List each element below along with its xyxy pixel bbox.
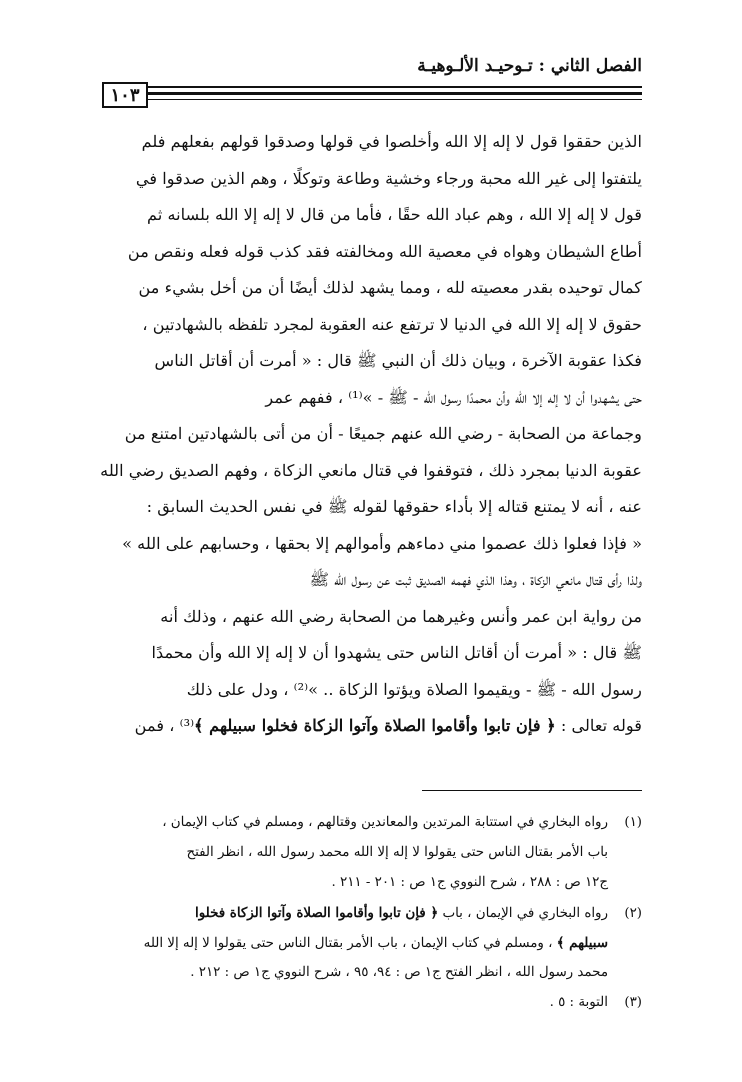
text-line: من رواية ابن عمر وأنس وغيرهما من الصحابة رضي الله عنهم ، وذلك أنه [160, 606, 642, 626]
footnote-number: (٢) [624, 906, 642, 921]
header-rule-middle [148, 92, 642, 95]
header-rule-top [148, 86, 642, 88]
text-line: قول لا إله إلا الله ، وهم عباد الله حقًا ، فأما من قال لا إله إلا الله بلسانه ثم [147, 205, 642, 224]
header-rule-bottom [148, 99, 642, 100]
footnote-text-line [100, 928, 642, 958]
last-line-intro: قوله تعالى : [555, 716, 642, 735]
quran-verse: ﴿ فإن تابوا وأقاموا الصلاة وآتوا الزكاة فخلوا [195, 905, 439, 921]
footnote-number: (٣) [624, 995, 642, 1010]
quran-verse: ﴿ فإن تابوا وأقاموا الصلاة وآتوا الزكاة فخلوا سبيلهم ﴾ [194, 716, 556, 735]
main-text [100, 124, 642, 745]
text-line: حقوق لا إله إلا الله في الدنيا لا ترتفع عنه العقوبة لمجرد تلفظه بالشهادتين ، [142, 314, 642, 334]
footnote-divider [422, 790, 642, 791]
footnote-1 [100, 808, 642, 838]
text-line: عقوبة الدنيا بمجرد ذلك ، فتوقفوا في قتال مانعي الزكاة ، وفهم الصديق رضي الله [100, 460, 642, 480]
footnote-2 [100, 898, 642, 928]
text-line: وجماعة من الصحابة - رضي الله عنهم جميعًا - أن من أتى بالشهادتين امتنع من [124, 424, 642, 443]
footnote-3 [100, 988, 642, 1018]
footnote-text: ج١٢ ص : ٢٨٨ ، شرح النووي ج١ ص : ٢٠١ - ٢١١ . [331, 875, 608, 890]
footnote-text: باب الأمر بقتال الناس حتى يقولوا لا إله إلا الله محمد رسول الله ، انظر الفتح [186, 845, 608, 860]
footnote-text: محمد رسول الله ، انظر الفتح ج١ ص : ٩٤، ٩٥ ، شرح النووي ج١ ص : ٢١٢ . [190, 965, 608, 980]
text-line: يلتفتوا إلى غير الله محبة ورجاء وخشية وطاعة وتوكلًا ، وهم الذين صدقوا في [135, 168, 642, 188]
text-line: عنه ، أنه لا يمتنع قتاله إلا بأداء حقوقها لقوله ﷺ في نفس الحديث السابق : [146, 497, 642, 516]
text-line: الذين حققوا قول لا إله إلا الله وأخلصوا في قولها وصدقوا قولهم بفعلهم فلم [141, 132, 642, 151]
text-line: فكذا عقوبة الآخرة ، وبيان ذلك أن النبي ﷺ قال : « أمرت أن أقاتل الناس [154, 351, 642, 370]
footnotes [100, 808, 642, 1018]
quran-verse: سبيلهم ﴾ [556, 935, 608, 951]
footnote-number: (١) [624, 815, 642, 830]
footnote-text: رواه البخاري في الإيمان ، باب [438, 906, 608, 921]
text-line: رسول الله - ﷺ - ويقيموا الصلاة ويؤتوا الزكاة .. »⁽²⁾ ، ودل على ذلك [186, 679, 642, 699]
page-number: ١٠٣ [102, 82, 148, 108]
footnote-text: رواه البخاري في استتابة المرتدين والمعاندين وقتالهم ، ومسلم في كتاب الإيمان ، [162, 815, 608, 830]
text-line: حتى يشهدوا أن لا إله إلا الله وأن محمدًا رسول الله - ﷺ - »⁽¹⁾ ، ففهم عمر [265, 387, 642, 407]
running-title: الفصل الثاني : تـوحيـد الألـوهيـة [417, 56, 642, 76]
footnote-text: التوبة : ٥ . [549, 995, 608, 1010]
text-line: ﷺ قال : « أمرت أن أقاتل الناس حتى يشهدوا أن لا إله إلا الله وأن محمدًا [151, 643, 642, 662]
footnote-text: ، ومسلم في كتاب الإيمان ، باب الأمر بقتال الناس حتى يقولوا لا إله إلا الله [143, 936, 557, 951]
text-line-last [100, 708, 642, 745]
text-line: ولذا رأى قتال مانعي الزكاة ، وهذا الذي فهمه الصديق ثبت عن رسول الله ﷺ [309, 570, 642, 589]
text-line: كمال توحيده بقدر معصيته لله ، ومما يشهد لذلك أيضًا أن من أخل بشيء من [138, 278, 642, 297]
text-line: أطاع الشيطان وهواه في معصية الله ومخالفته فقد كذب قوله فعله ونقص من [127, 241, 642, 261]
last-line-tail: ⁽³⁾ ، فمن [134, 716, 195, 735]
text-line: « فإذا فعلوا ذلك عصموا مني دماءهم وأموالهم إلا بحقها ، وحسابهم على الله » [122, 533, 642, 553]
